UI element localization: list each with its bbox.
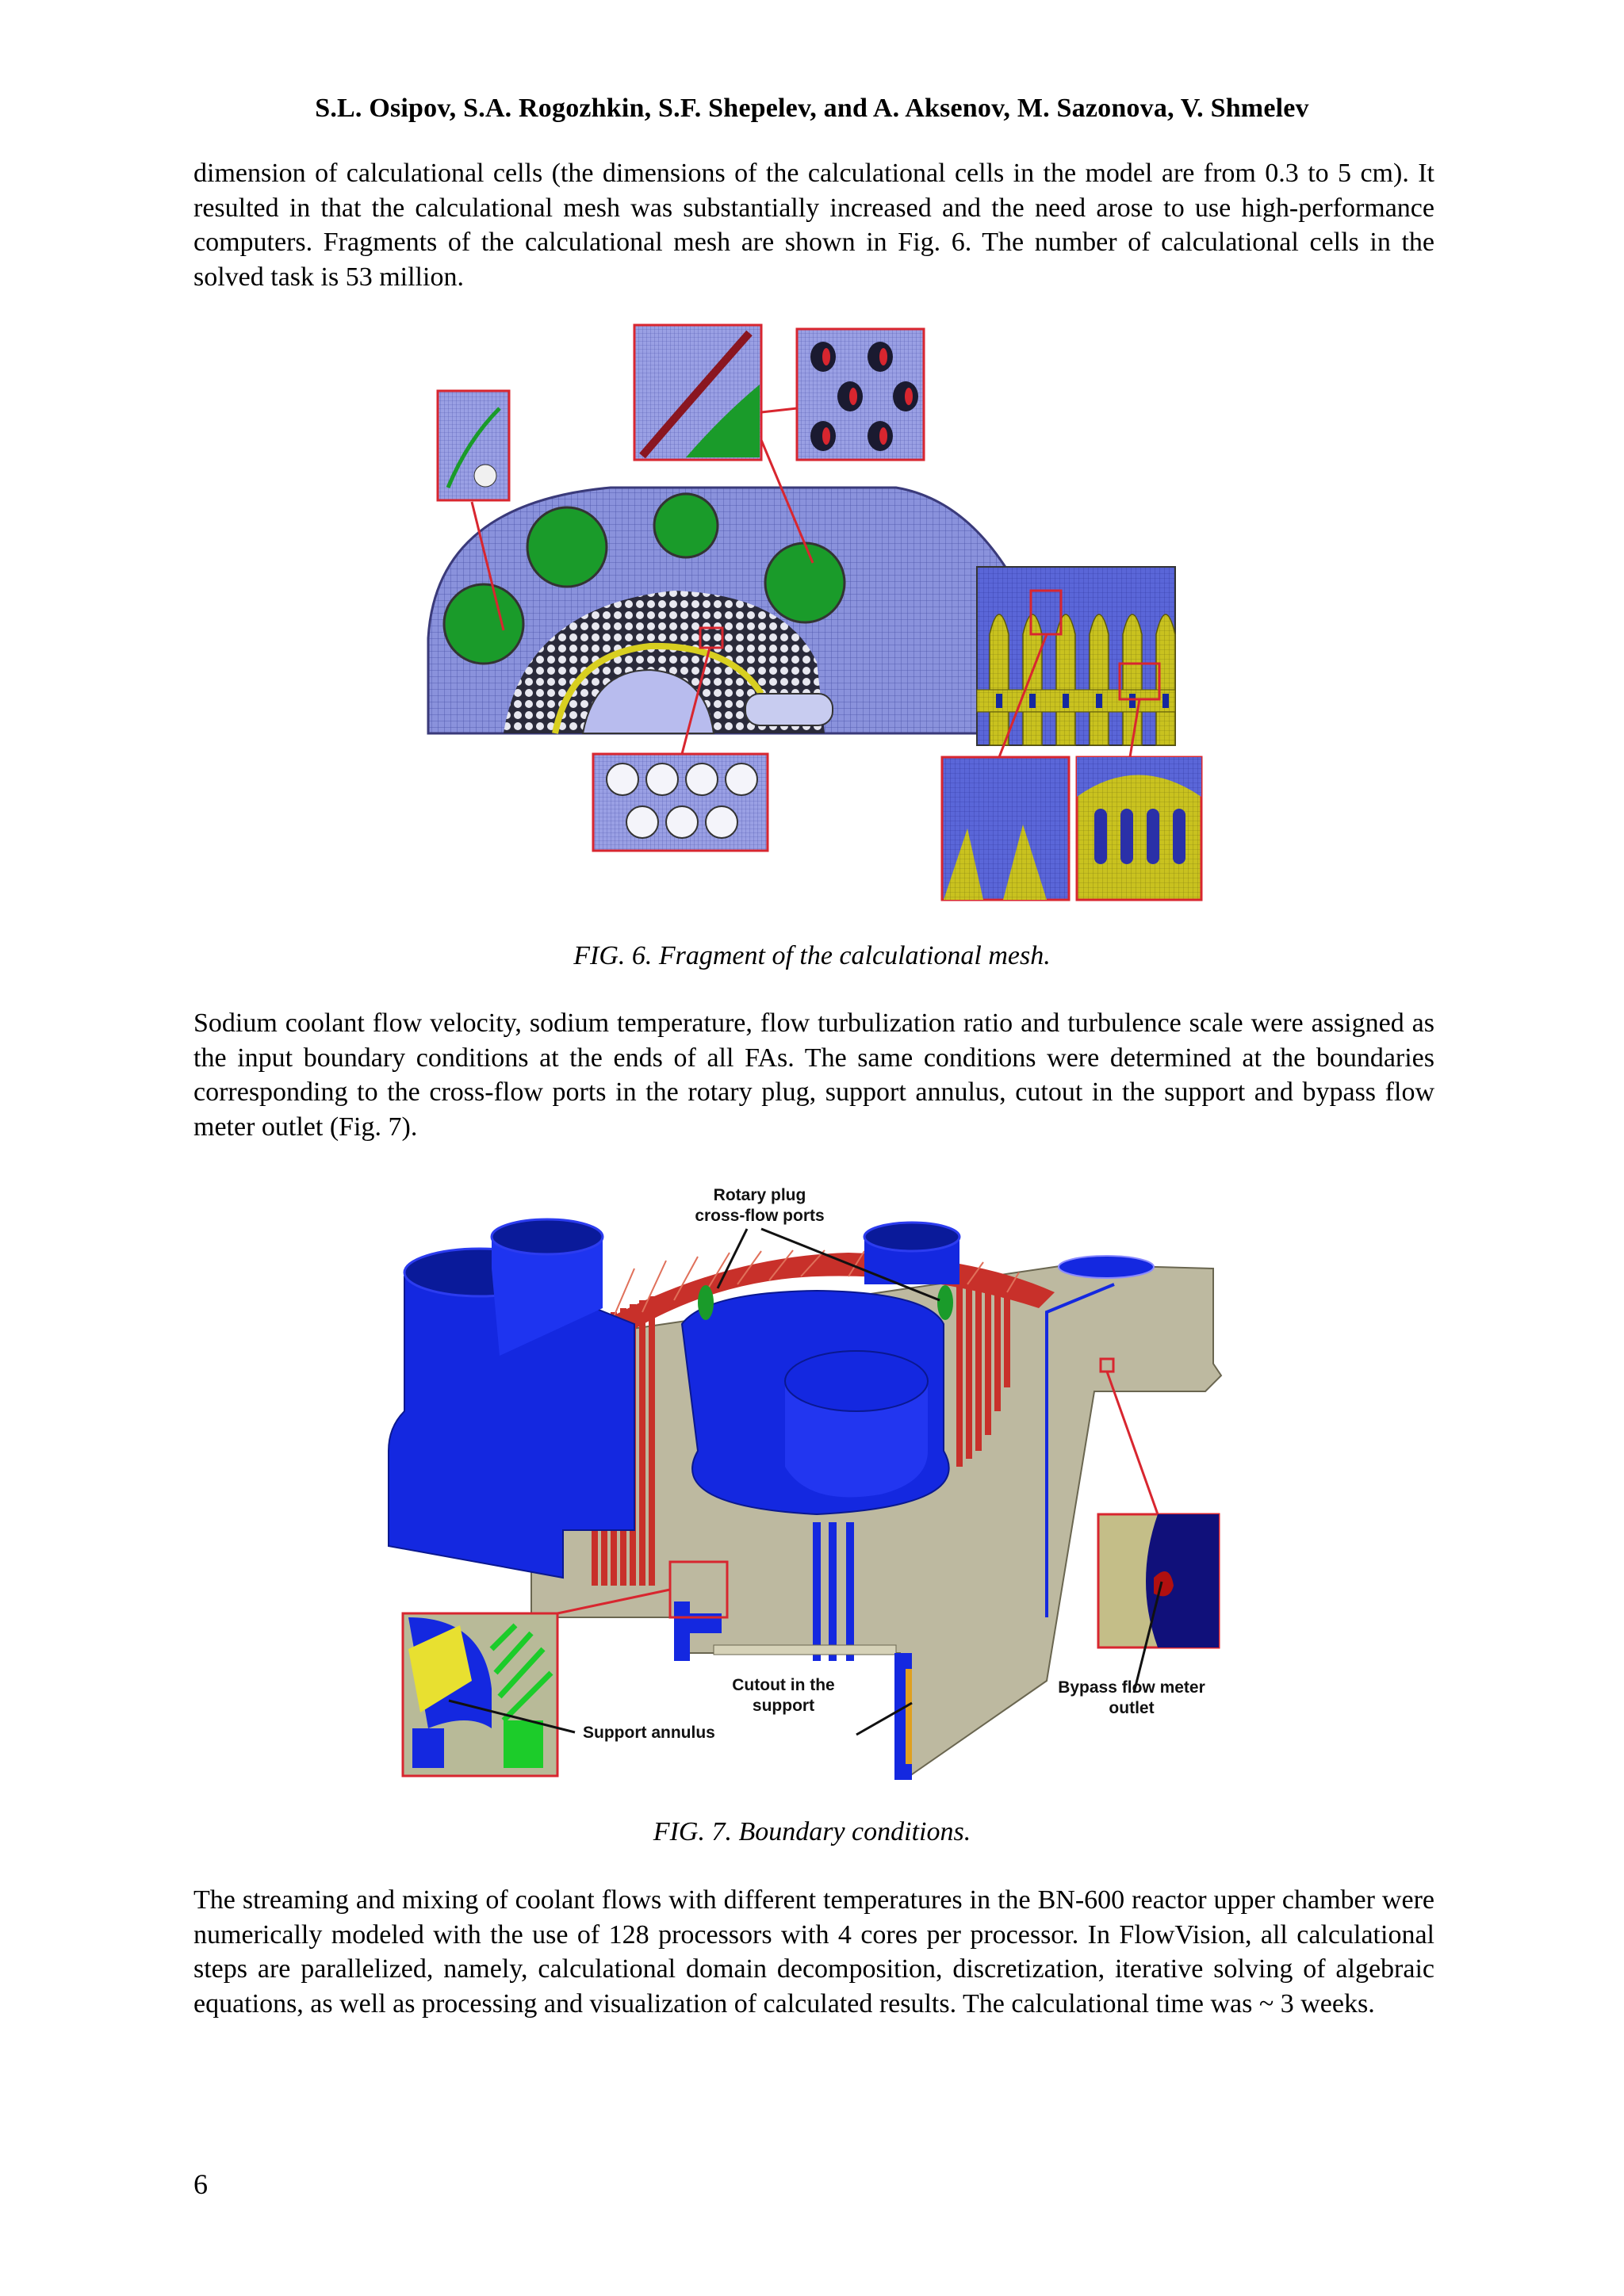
label-rotary-plug-1: Rotary plug [713,1186,806,1204]
label-support-annulus: Support annulus [583,1724,715,1742]
paragraph-3: The streaming and mixing of coolant flows with different temperatures in the BN-600 reactor upper chamber were numerically modeled with the use of 128 processors with 4 cores per processor. In FlowVision, all calculational steps are parallelized, namely, calculational domain decomposition, discretization, iterative solving of algebraic equations, as well as processing and visualization of calculated results. The calculational time was ~ 3 weeks. [193,1885,1434,2019]
label-bypass-2: outlet [1109,1699,1155,1717]
fa-circle-mid [527,507,607,587]
figure-6-caption: FIG. 6. Fragment of the calculational mesh. [573,941,1051,970]
label-cutout-2: support [752,1697,815,1715]
figure-7-boundary-conditions [373,1173,1253,1780]
label-bypass-1: Bypass flow meter [1058,1678,1205,1697]
paragraph-2: Sodium coolant flow velocity, sodium temperature, flow turbulization ratio and turbulence scale were assigned as the input boundary conditions at the ends of all FAs. The same conditions were determined at the boundaries corresponding to the cross-flow ports in the rotary plug, support annulus, cutout in the support and bypass flow meter outlet (Fig. 7). [193,1008,1434,1142]
figure-7-caption: FIG. 7. Boundary conditions. [653,1817,971,1846]
label-cutout-1: Cutout in the [732,1676,835,1694]
fa-circle-top [654,494,718,557]
running-header: S.L. Osipov, S.A. Rogozhkin, S.F. Shepelev, and A. Aksenov, M. Sazonova, V. Shmelev [315,94,1309,123]
figure-6-mesh [412,321,1229,908]
fa-circle-right [765,543,845,622]
fa-circle-left [444,584,523,664]
paragraph-1: dimension of calculational cells (the dimensions of the calculational cells in the model are from 0.3 to 5 cm). It resulted in that the calculational mesh was substantially increased and the need arose to use high-performance computers. Fragments of the calculational mesh are shown in Fig. 6. The number of calculational cells in the solved task is 53 million. [193,159,1434,292]
port-right [937,1285,953,1320]
port-left [698,1285,714,1320]
page-number: 6 [193,2168,208,2200]
label-rotary-plug-2: cross-flow ports [695,1207,825,1225]
